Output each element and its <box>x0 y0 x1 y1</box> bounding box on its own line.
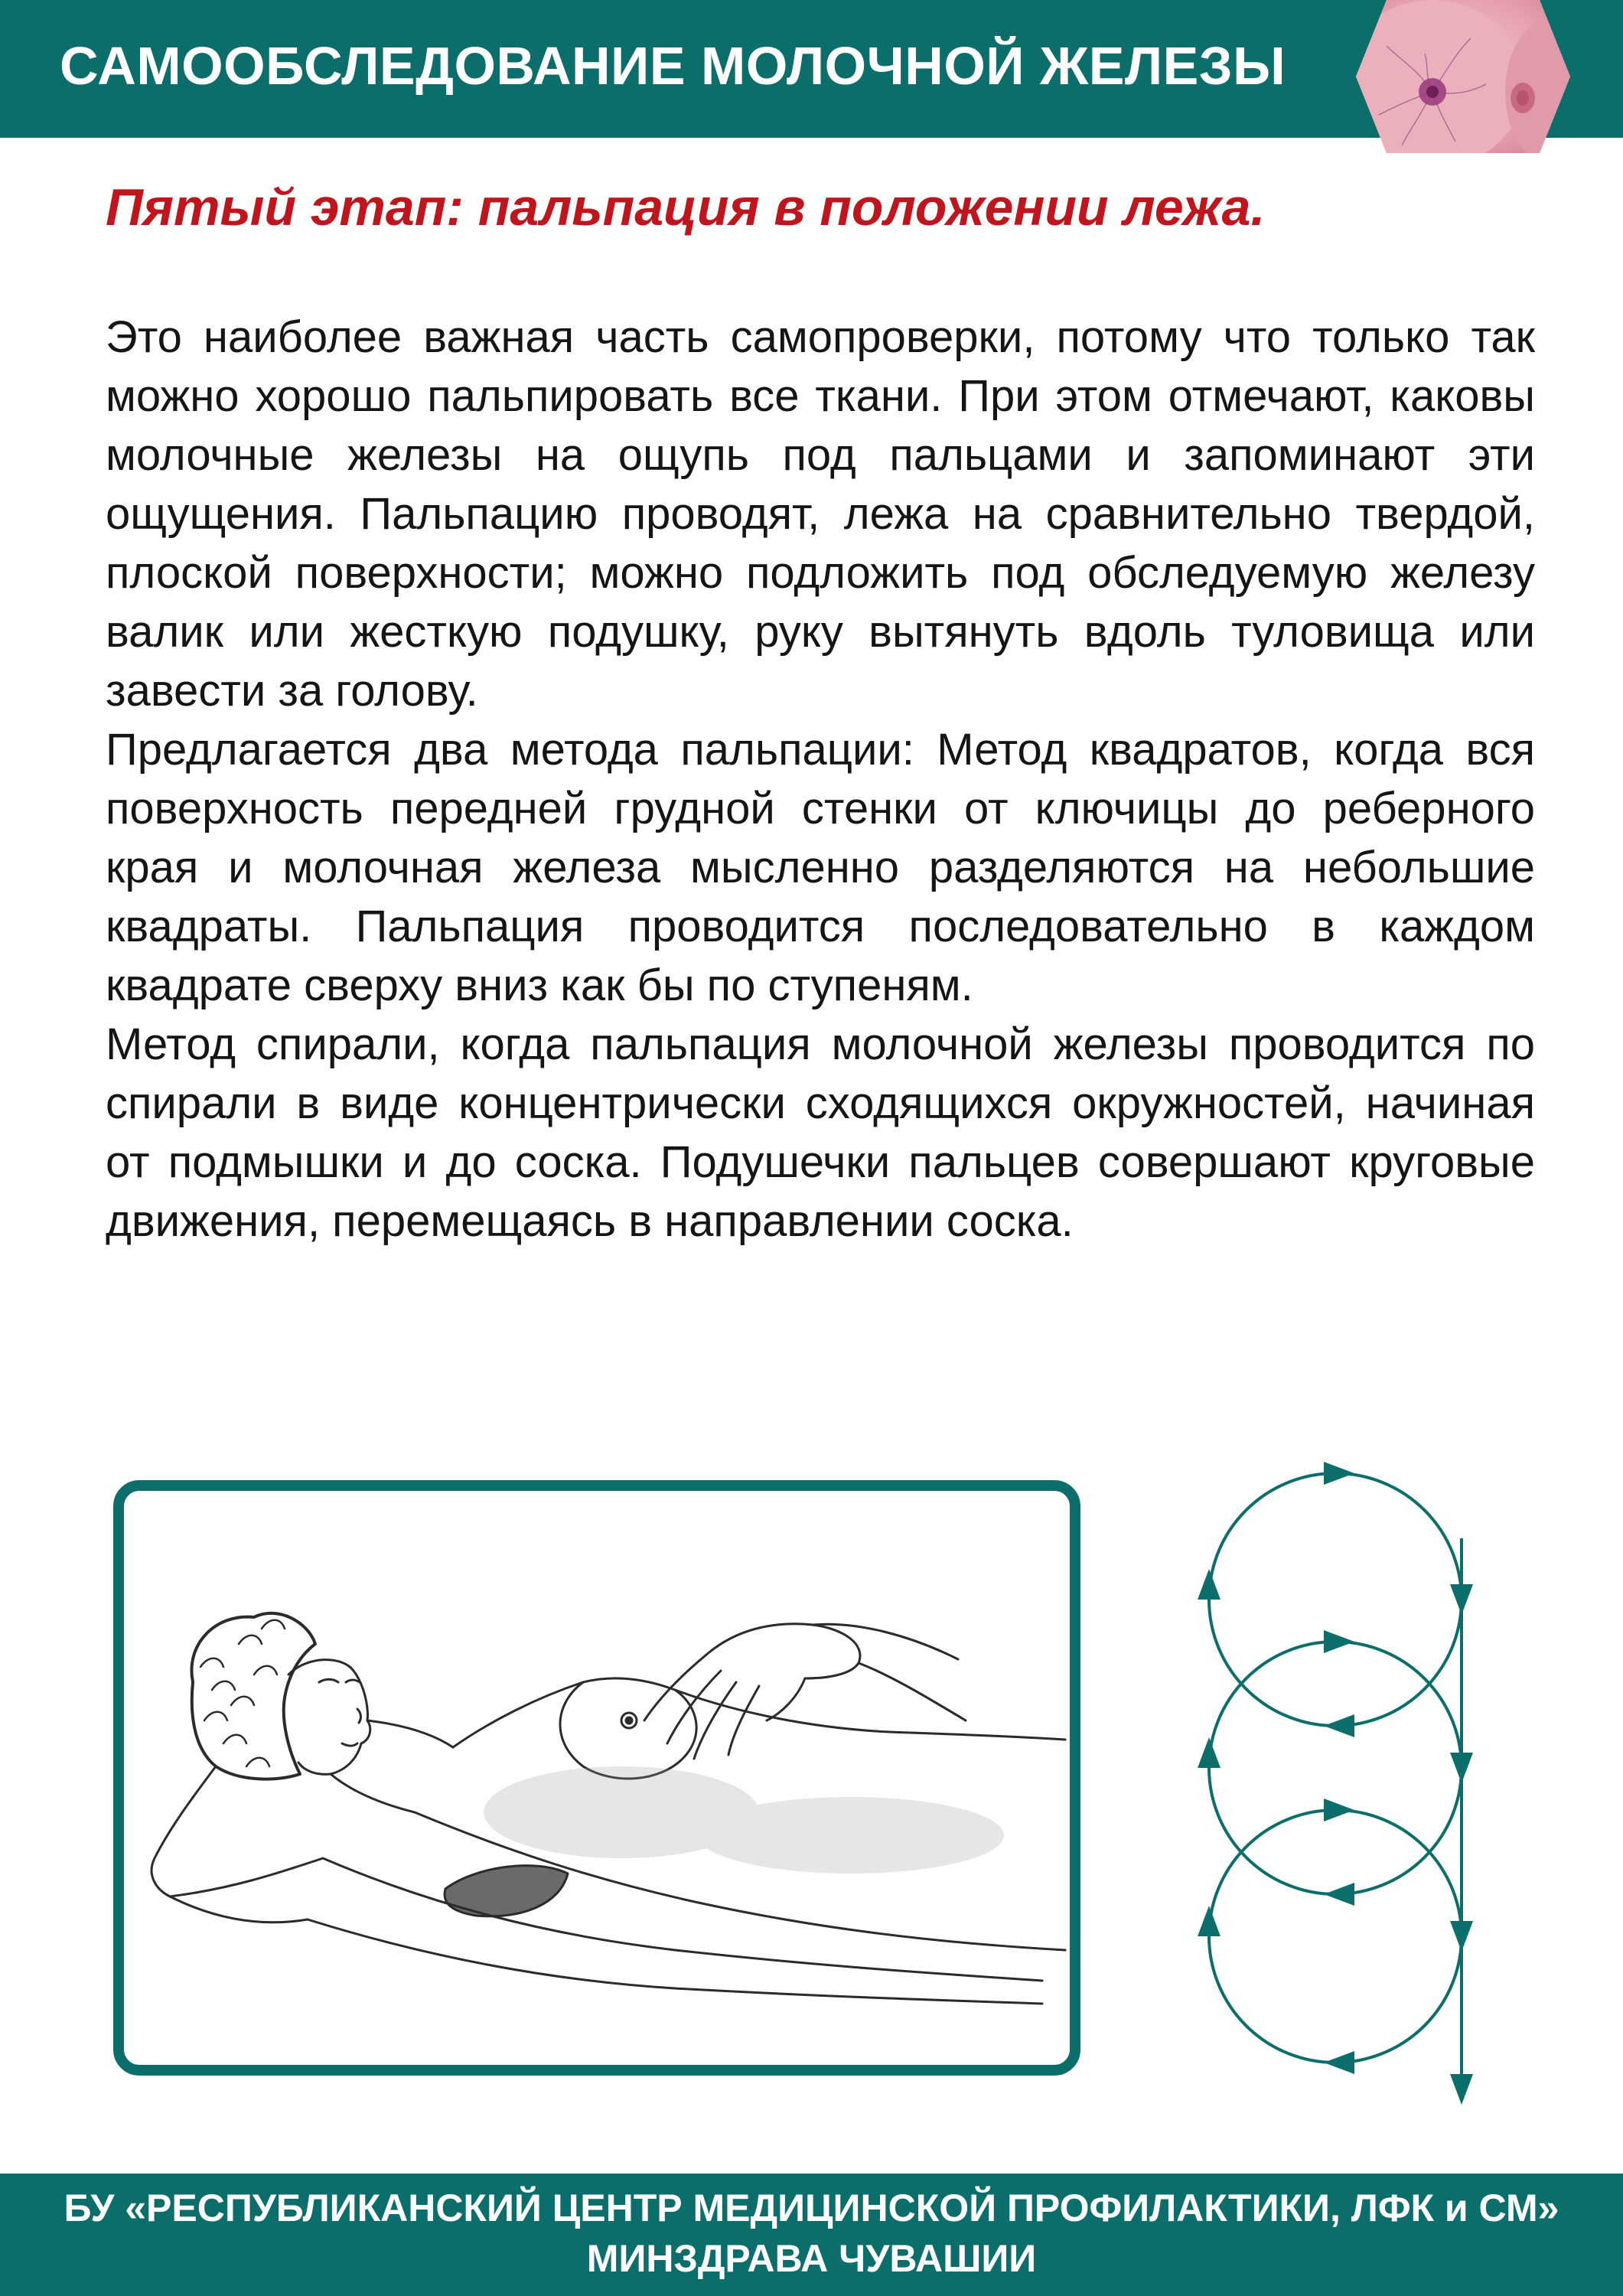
body-text <box>106 308 1535 1251</box>
footer-ministry: МИНЗДРАВА ЧУВАШИИ <box>586 2237 1037 2280</box>
section-heading: Пятый этап: пальпация в положении лежа. <box>106 178 1266 236</box>
paragraph-intro: Это наиболее важная часть самопроверки, потому что только так можно хорошо пальпировать все ткани. При этом отмечают, каковы молочные железы на ощупь под пальцами и запоминают эти ощущения. Пальпацию проводят, лежа на сравнительно твердой, плоской поверхности; можно подложить под обследуемую железу валик или жесткую подушку, руку вытянуть вдоль туловища или завести за голову. <box>106 312 1535 716</box>
paragraph-spiral-method: Метод спирали, когда пальпация молочной железы проводится по спирали в виде концентрически сходящихся окружностей, начиная от подмышки и до соска. Подушечки пальцев совершают круговые движения, перемещаясь в направлении соска. <box>106 1019 1535 1246</box>
illustration-frame <box>113 1480 1080 2076</box>
lying-woman-palpation-illustration <box>124 1491 1070 2065</box>
footer-bar <box>0 2174 1623 2296</box>
page-title: САМООБСЛЕДОВАНИЕ МОЛОЧНОЙ ЖЕЛЕЗЫ <box>60 36 1286 96</box>
breast-illustration-icon <box>1356 0 1570 153</box>
paragraph-square-method: Предлагается два метода пальпации: Метод квадратов, когда вся поверхность передней грудной стенки от ключицы до реберного края и молочная железа мысленно разделяются на небольшие квадраты. Пальпация проводится последовательно в каждом квадрате сверху вниз как бы по ступеням. <box>106 725 1535 1010</box>
footer-organization: БУ «РЕСПУБЛИКАНСКИЙ ЦЕНТР МЕДИЦИНСКОЙ ПРОФИЛАКТИКИ, ЛФК и СМ» <box>64 2187 1559 2229</box>
spiral-circles-arrows-diagram <box>1178 1439 1500 2112</box>
